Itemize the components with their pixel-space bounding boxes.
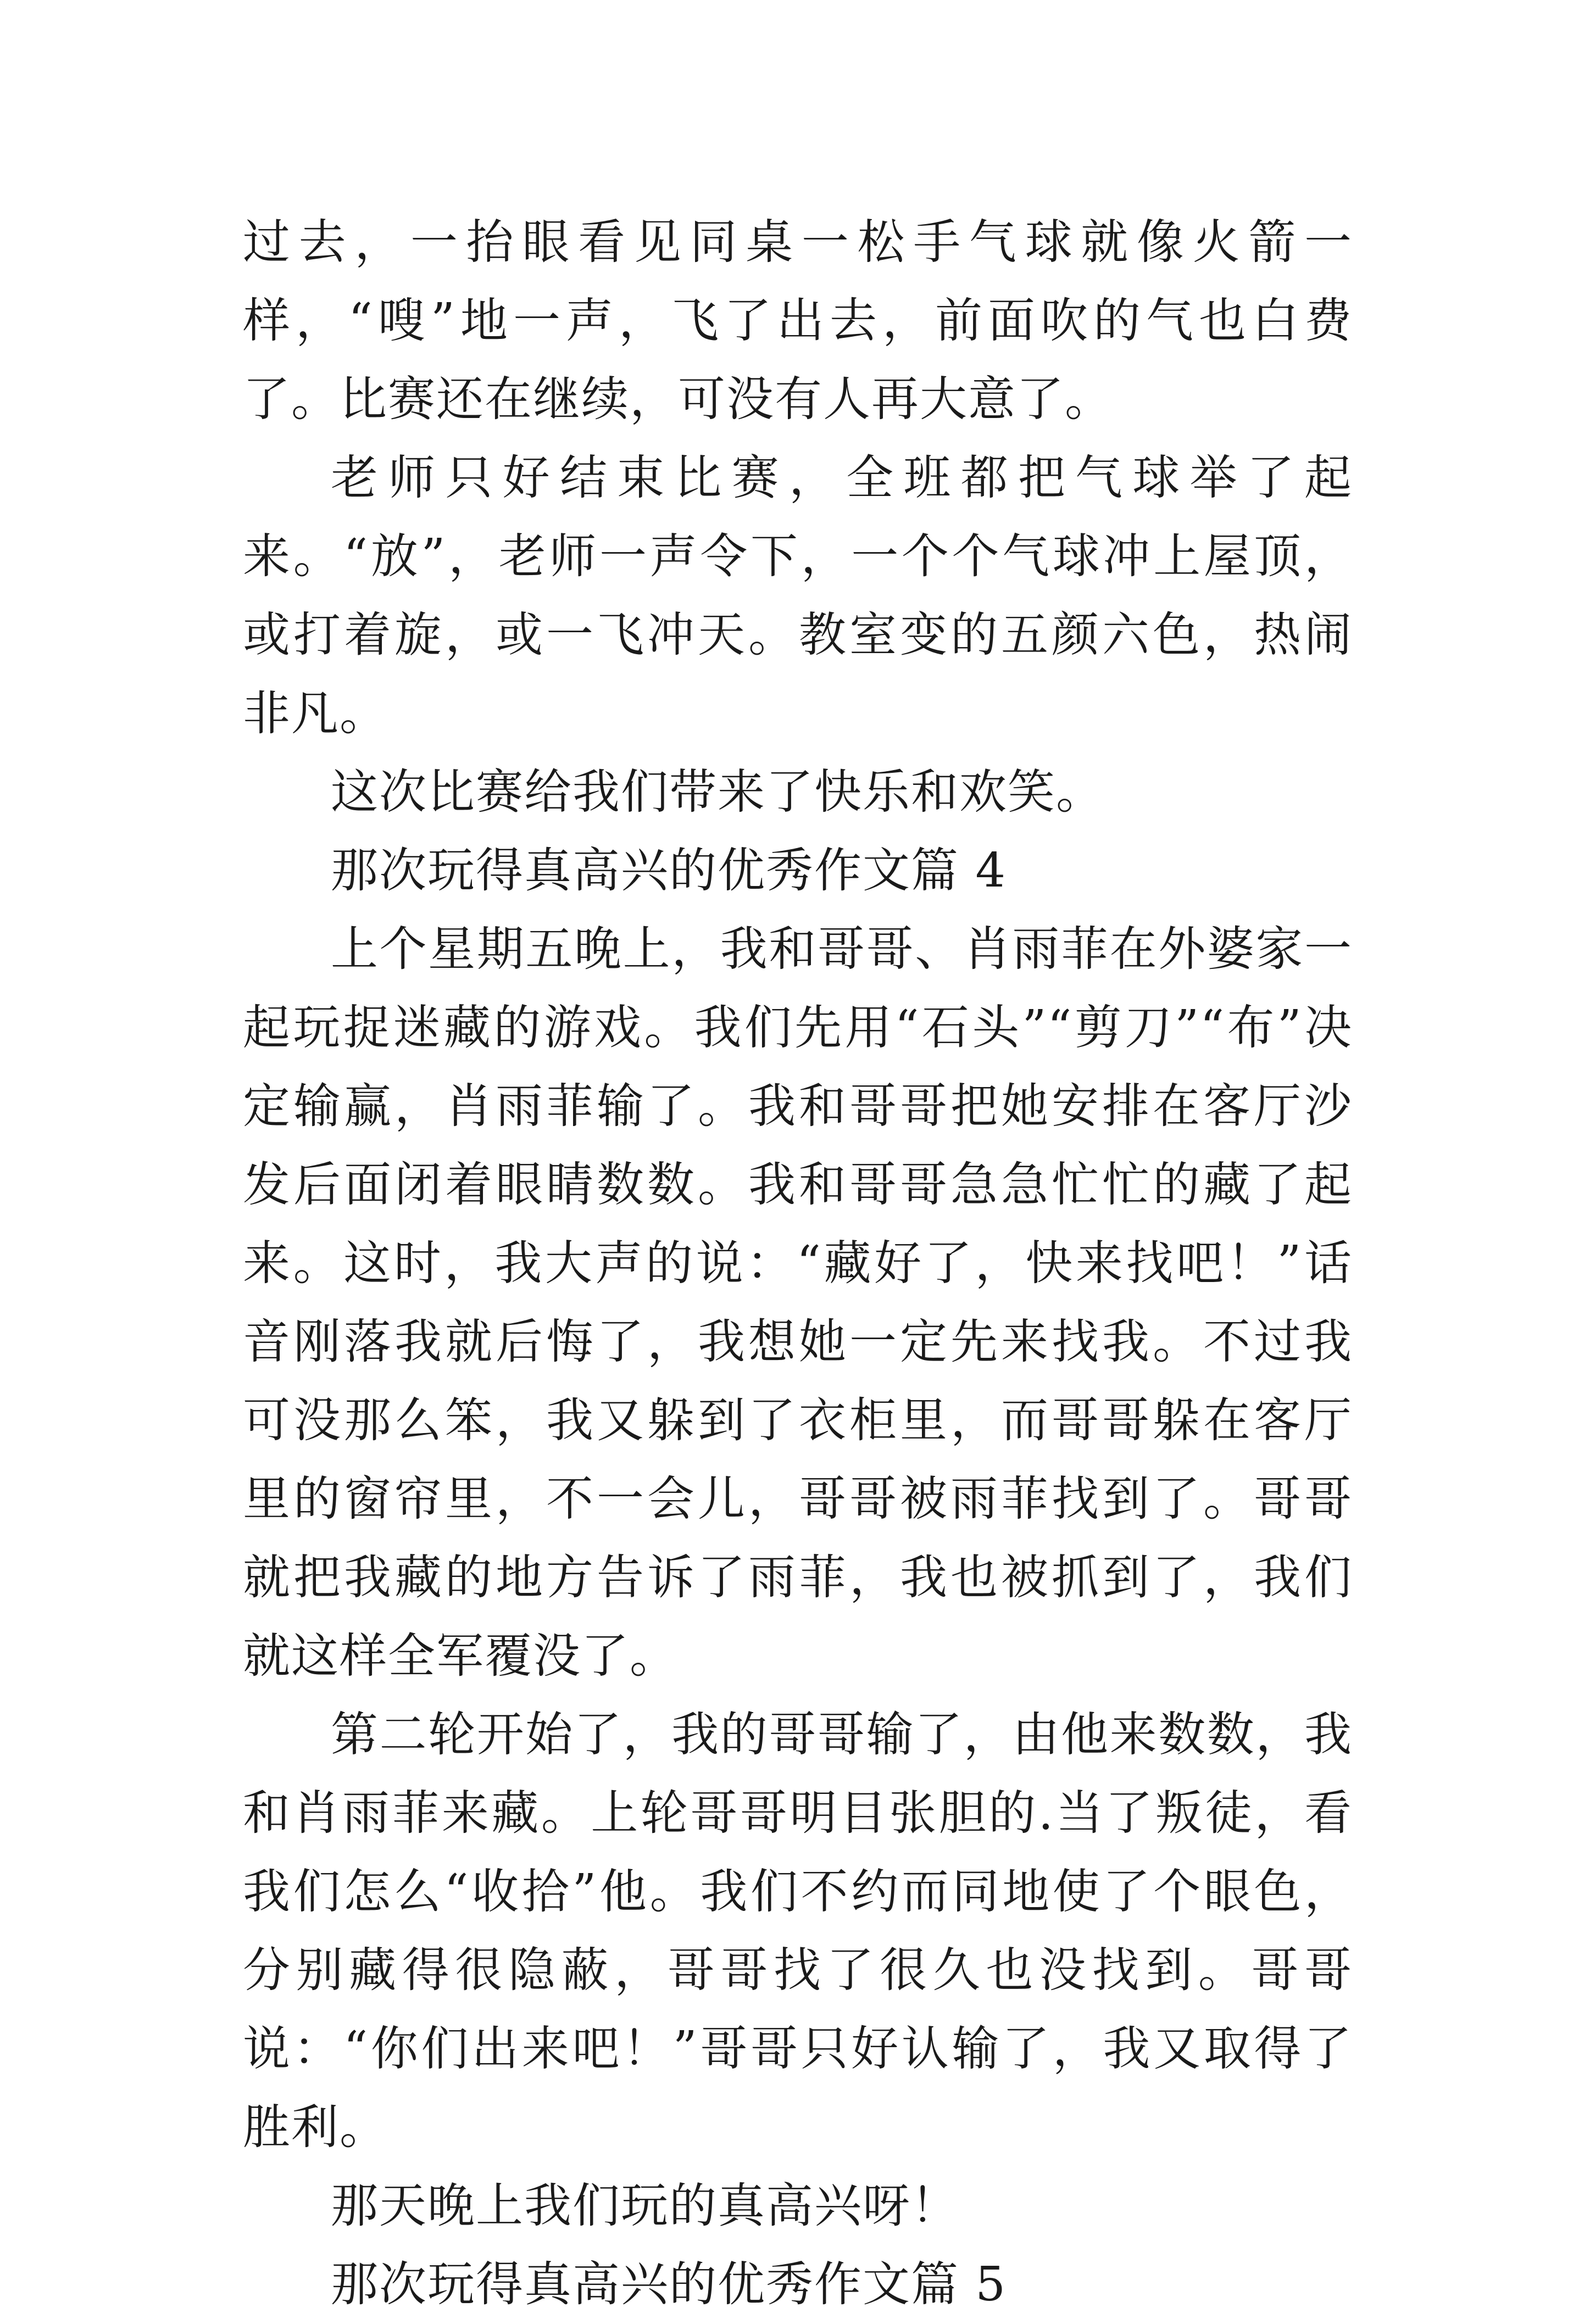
section-heading-essay-5: 那次玩得真高兴的优秀作文篇 5 <box>331 2257 1007 2312</box>
section-heading-essay-4: 那次玩得真高兴的优秀作文篇 4 <box>331 843 1007 898</box>
document-body <box>243 203 1353 2324</box>
paragraph-happy-evening: 那天晚上我们玩的真高兴呀！ <box>331 2178 959 2233</box>
paragraph-hide-and-seek-round-2: 第二轮开始了，我的哥哥输了，由他来数数，我和肖雨菲来藏。上轮哥哥明目张胆的.当了叛徒，看我们怎么“收拾”他。我们不约而同地使了个眼色，分别藏得很隐蔽，哥哥找了很久也没找到。哥哥说：“你们出来吧！”哥哥只好认输了，我又取得了胜利。 <box>243 1707 1353 2155</box>
paragraph-balloon-race-end: 过去，一抬眼看见同桌一松手气球就像火箭一样，“嗖”地一声，飞了出去，前面吹的气也白费了。比赛还在继续，可没有人再大意了。 <box>243 215 1353 427</box>
paragraph-race-conclusion: 这次比赛给我们带来了快乐和欢笑。 <box>331 765 1104 820</box>
paragraph-balloon-release: 老师只好结束比赛，全班都把气球举了起来。“放”，老师一声令下，一个个气球冲上屋顶，或打着旋，或一飞冲天。教室变的五颜六色，热闹非凡。 <box>243 450 1353 741</box>
paragraph-hide-and-seek-round-1: 上个星期五晚上，我和哥哥、肖雨菲在外婆家一起玩捉迷藏的游戏。我们先用“石头”“剪刀”“布”决定输赢，肖雨菲输了。我和哥哥把她安排在客厅沙发后面闭着眼睛数数。我和哥哥急急忙忙的藏了起来。这时，我大声的说：“藏好了，快来找吧！”话音刚落我就后悔了，我想她一定先来找我。不过我可没那么笨，我又躲到了衣柜里，而哥哥躲在客厅里的窗帘里，不一会儿，哥哥被雨菲找到了。哥哥就把我藏的地方告诉了雨菲，我也被抓到了，我们就这样全军覆没了。 <box>243 922 1353 1684</box>
